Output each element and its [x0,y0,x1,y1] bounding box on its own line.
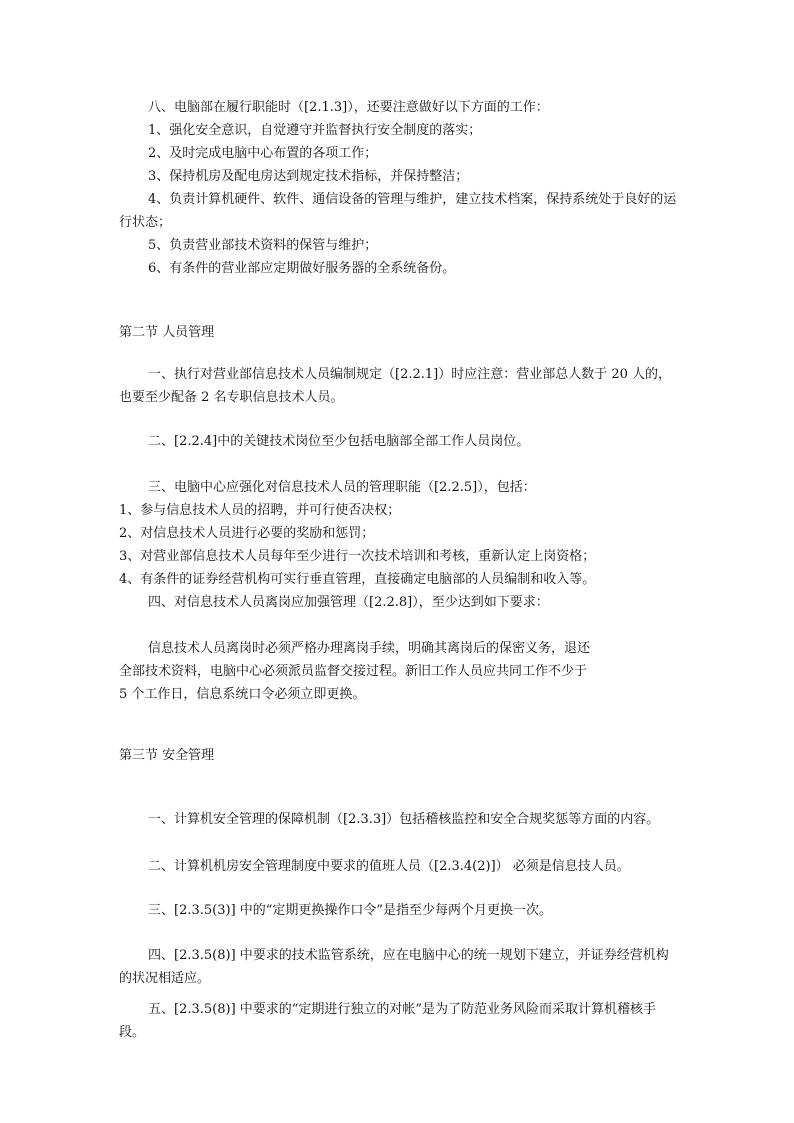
list-item: 2、对信息技术人员进行必要的奖励和惩罚； [119,526,375,541]
list-item: 1、强化安全意识，自觉遵守并监督执行安全制度的落实； [148,123,482,138]
paragraph: 五、[2.3.5(8)] 中要求的“定期进行独立的对帐”是为了防范业务风险而采取计算机稽核手段。 [119,1002,657,1040]
list-item: 4、有条件的证券经营机构可实行垂直管理，直接确定电脑部的人员编制和收入等。 [119,572,596,587]
section-heading: 八、电脑部在履行职能时（[2.1.3]），还要注意做好以下方面的工作： [148,100,549,115]
paragraph-line: 信息技术人员离岗时必须严格办理离岗手续，明确其离岗后的保密义务，退还 [148,641,591,656]
list-item: 5、负责营业部技术资料的保管与维护； [148,238,378,253]
list-item: 1、参与信息技术人员的招聘，并可行使否决权； [119,503,401,518]
paragraph: 一、执行对营业部信息技术人员编制规定（[2.2.1]）时应注意：营业部总人数于 20 人的，也要至少配备 2 名专职信息技术人员。 [119,367,672,405]
paragraph: 三、电脑中心应强化对信息技术人员的管理职能（[2.2.5]），包括： [148,480,536,495]
list-item: 3、保持机房及配电房达到规定技术指标，并保持整洁； [148,169,469,184]
list-item: 6、有条件的营业部应定期做好服务器的全系统备份。 [148,261,456,276]
list-item: 4、负责计算机硬件、软件、通信设备的管理与维护，建立技术档案，保持系统处于良好的运行状态； [119,192,677,230]
section-title: 第三节 安全管理 [119,748,215,763]
list-item: 2、及时完成电脑中心布置的各项工作； [148,146,378,161]
list-item: 3、对营业部信息技术人员每年至少进行一次技术培训和考核，重新认定上岗资格； [119,549,596,564]
paragraph: 二、计算机机房安全管理制度中要求的值班人员（[2.3.4(2)]） 必须是信息技人员。 [148,859,630,874]
paragraph: 三、[2.3.5(3)] 中的“定期更换操作口令”是指至少每两个月更换一次。 [148,903,553,918]
paragraph: 四、[2.3.5(8)] 中要求的技术监管系统，应在电脑中心的统一规划下建立，并证券经营机构的状况相适应。 [119,948,669,986]
paragraph: 二、[2.2.4]中的关键技术岗位至少包括电脑部全部工作人员岗位。 [148,434,530,449]
paragraph-line: 全部技术资料，电脑中心必须派员监督交接过程。新旧工作人员应共同工作不少于 [119,664,588,679]
paragraph-line: 5 个工作日，信息系统口令必须立即更换。 [119,687,366,702]
paragraph: 四、对信息技术人员离岗应加强管理（[2.2.8]），至少达到如下要求： [148,595,549,610]
section-title: 第二节 人员管理 [119,325,215,340]
paragraph: 一、计算机安全管理的保障机制（[2.3.3]）包括稽核监控和安全合规奖惩等方面的内容。 [148,812,660,827]
